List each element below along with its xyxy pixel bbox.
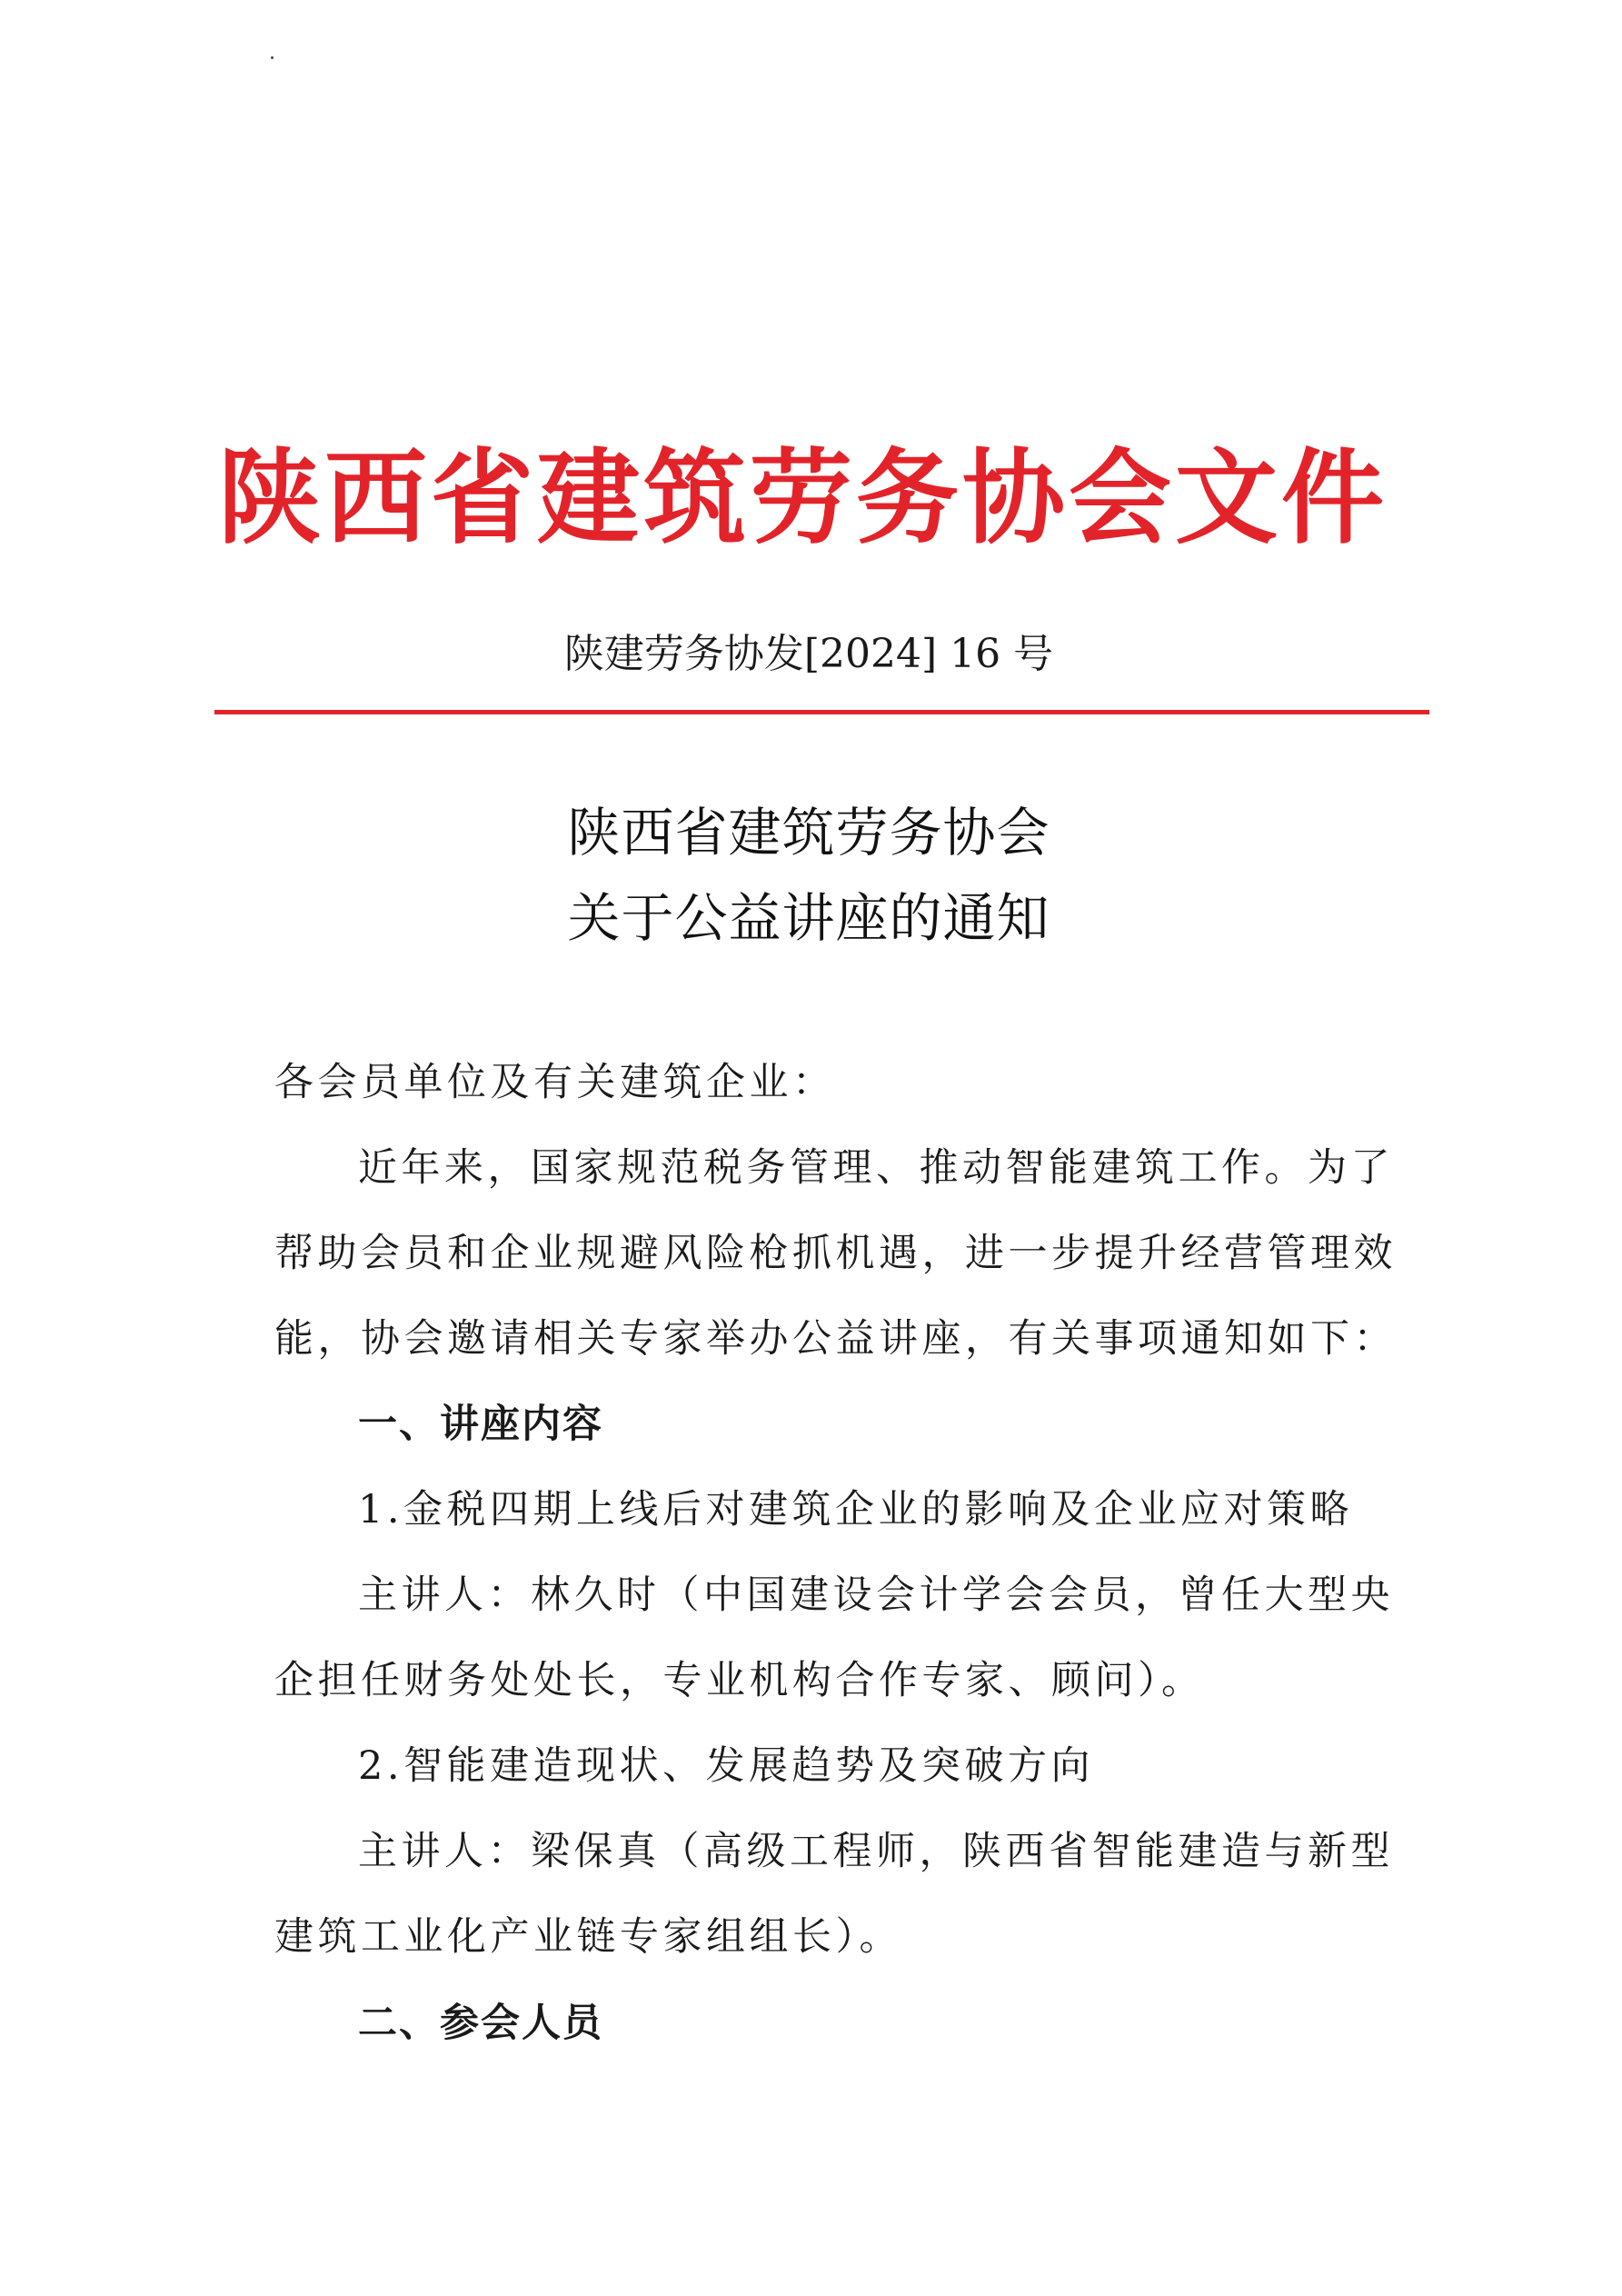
speaker-1-line-2: 企担任财务处处长，专业机构合作专家、顾问）。 <box>274 1658 1205 1703</box>
salutation: 各会员单位及有关建筑企业： <box>274 1060 836 1105</box>
intro-line-3: 能，协会邀请相关专家举办公益讲座，有关事项通知如下： <box>274 1316 1397 1362</box>
speaker-1-line-1: 主讲人：林久时（中国建设会计学会会员，曾任大型央 <box>358 1572 1394 1618</box>
topic-2: 2.智能建造现状、发展趋势及突破方向 <box>358 1743 1095 1789</box>
red-divider-line <box>214 710 1429 714</box>
section-2-heading: 二、参会人员 <box>358 2001 603 2046</box>
notice-title-line-2: 关于公益讲座的通知 <box>567 887 1050 949</box>
speaker-2-line-1: 主讲人：梁保真（高级工程师，陕西省智能建造与新型 <box>358 1829 1394 1874</box>
notice-title-line-1: 陕西省建筑劳务协会 <box>567 802 1050 863</box>
document-number: 陕建劳务协发[2024] 16 号 <box>563 631 1054 677</box>
speaker-2-line-2: 建筑工业化产业链专家组组长）。 <box>274 1914 902 1960</box>
scan-speck <box>271 56 274 59</box>
section-1-heading: 一、讲座内容 <box>358 1402 603 1447</box>
intro-line-2: 帮助会员和企业规避风险枪抓机遇，进一步提升经营管理效 <box>274 1231 1397 1276</box>
intro-line-1: 近年来，国家规范税务管理、推动智能建筑工作。为了 <box>358 1145 1394 1191</box>
masthead-title: 陕西省建筑劳务协会文件 <box>218 437 1388 558</box>
topic-1: 1.金税四期上线后对建筑企业的影响及企业应对策略 <box>358 1487 1354 1532</box>
